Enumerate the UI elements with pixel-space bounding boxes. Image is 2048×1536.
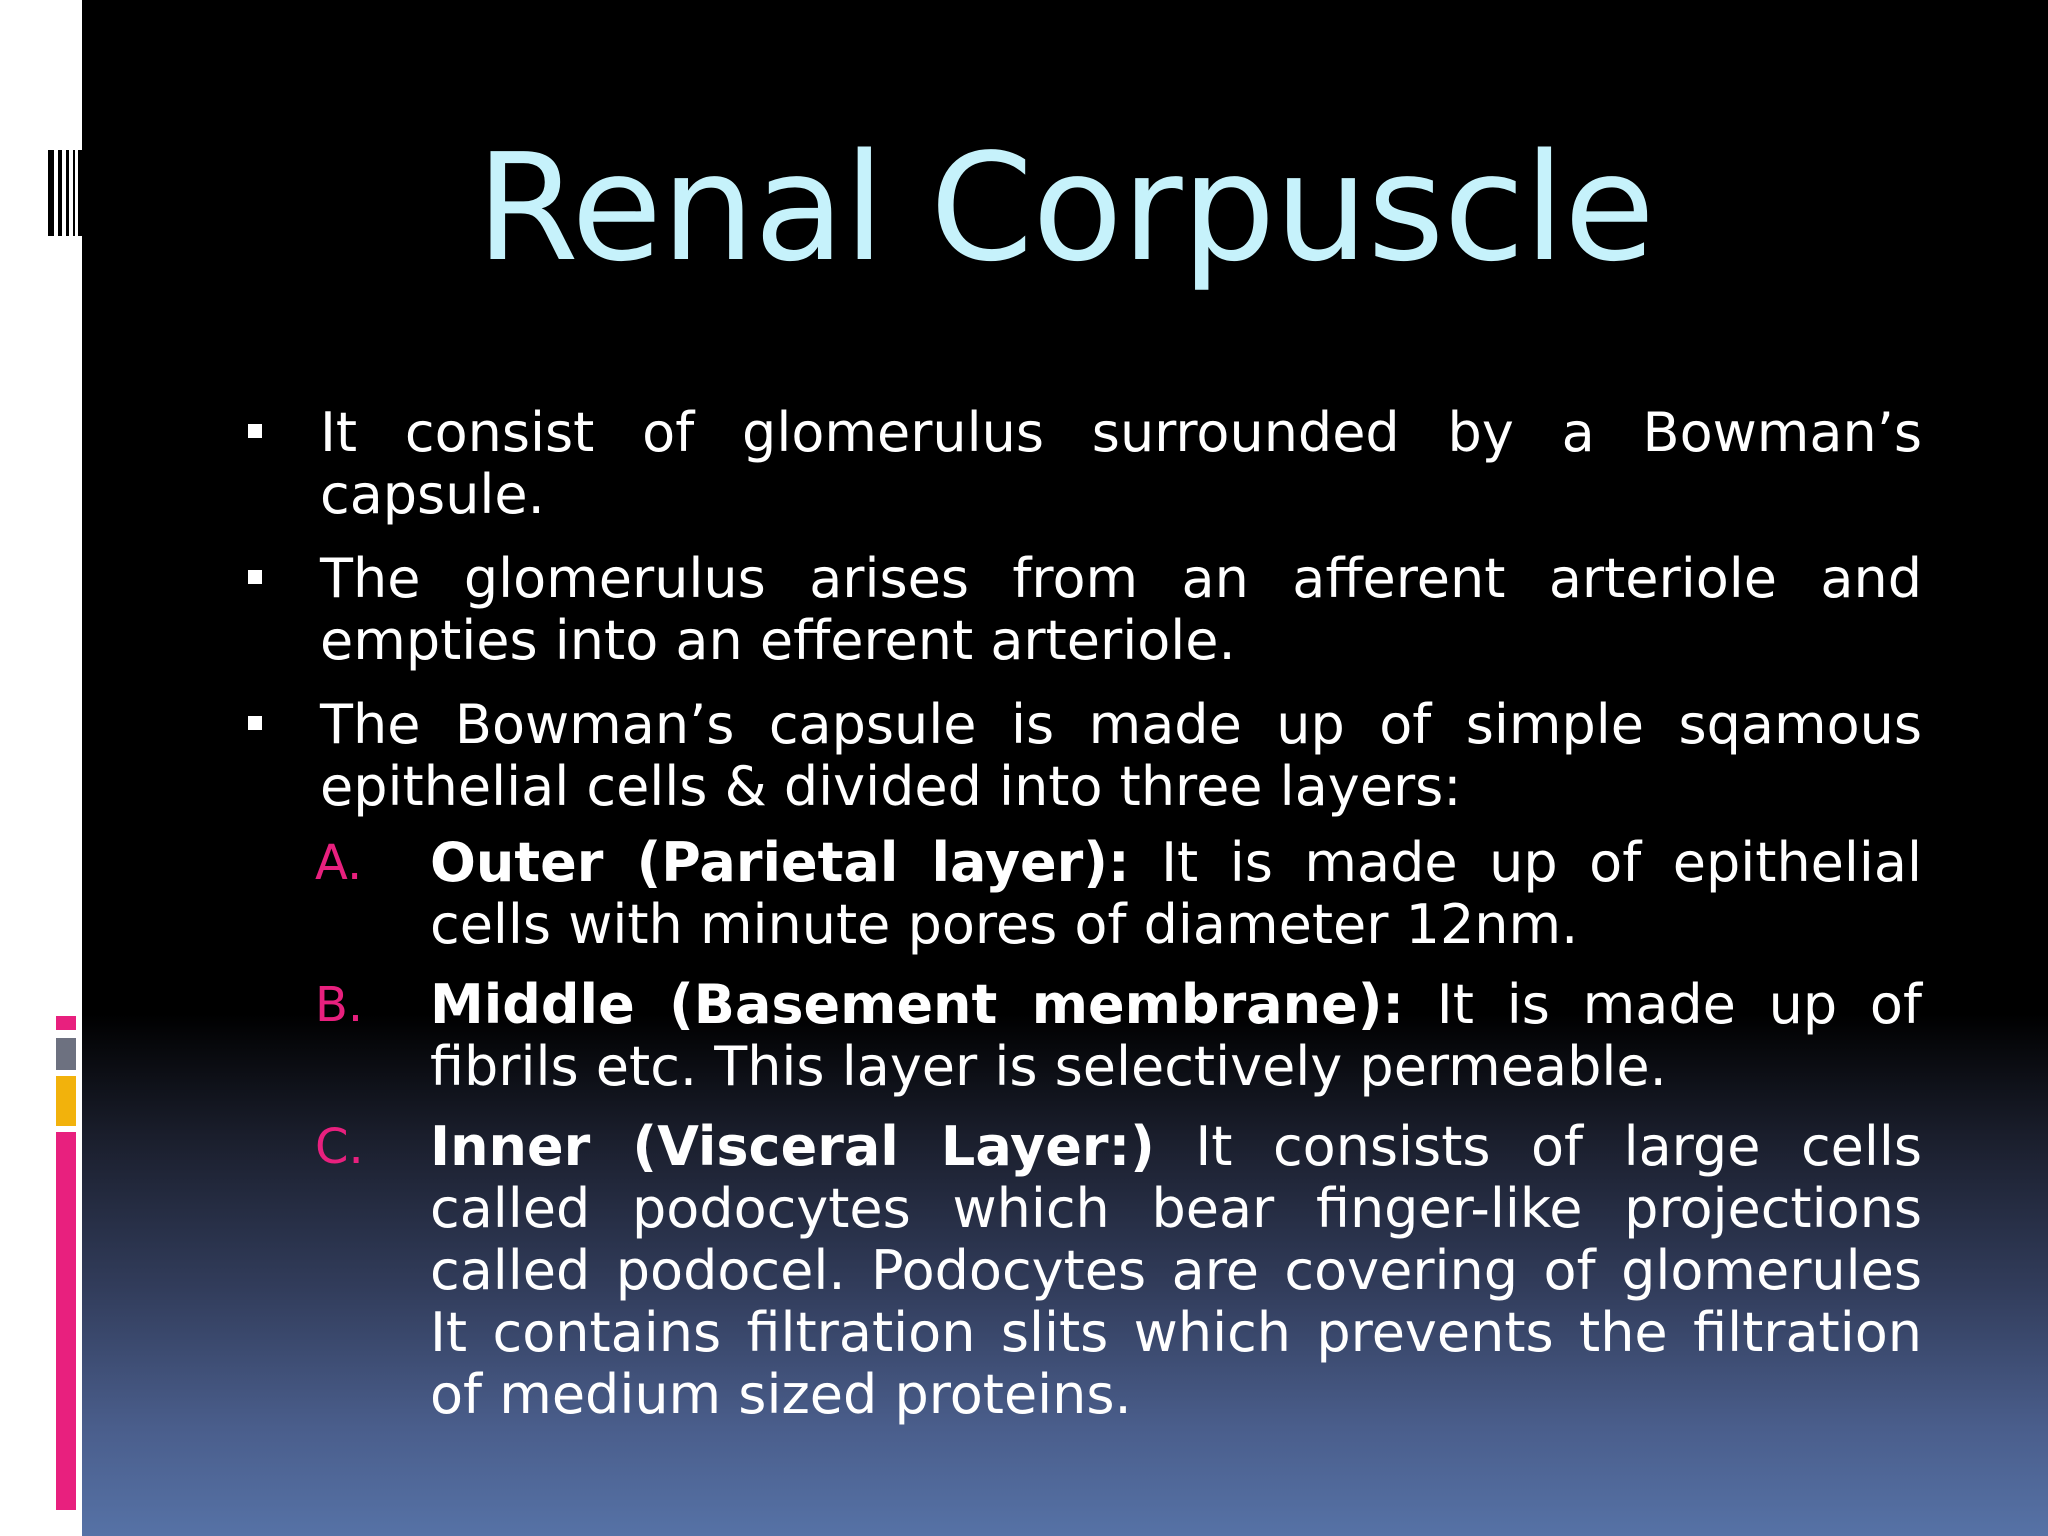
bullet-item (240, 694, 1922, 818)
decorative-bar-yellow (56, 1076, 76, 1126)
sub-item-heading: Middle (Basement membrane): (430, 973, 1404, 1036)
bullet-item (240, 548, 1922, 672)
decorative-bar-gray (56, 1038, 76, 1070)
bullet-square-icon (248, 424, 262, 438)
sub-list-item (240, 1116, 1922, 1426)
slide-content (240, 402, 1922, 1444)
sub-item-heading: Outer (Parietal layer): (430, 831, 1130, 894)
bullet-text: The Bowman’s capsule is made up of simple sqamous epithelial cells & divided into three layers: (320, 693, 1922, 818)
sub-item-text: It consists of large cells called podocytes which bear finger-like projections called podocel. Podocytes are covering of glomerules It contains filtration slits which prevents the filtration of medium sized proteins. (430, 1115, 1922, 1426)
sub-list-item (240, 974, 1922, 1098)
bullet-text: It consist of glomerulus surrounded by a Bowman’s capsule. (320, 401, 1922, 526)
bullet-item (240, 402, 1922, 526)
sub-item-letter: C. (315, 1119, 364, 1175)
sub-item-letter: A. (315, 835, 363, 891)
slide-title: Renal Corpuscle (475, 122, 1655, 294)
sub-item-text: It is made up of epithelial cells with minute pores of diameter 12nm. (430, 831, 1922, 956)
bullet-square-icon (248, 716, 262, 730)
decorative-stripes-top (48, 150, 82, 236)
sub-item-letter: B. (315, 977, 364, 1033)
sub-item-text: It is made up of fibrils etc. This layer is selectively permeable. (430, 973, 1922, 1098)
bullet-text: The glomerulus arises from an afferent arteriole and empties into an efferent arteriole. (320, 547, 1922, 672)
bullet-square-icon (248, 570, 262, 584)
sub-list-item (240, 832, 1922, 956)
decorative-bar-pink-small (56, 1016, 76, 1030)
decorative-bar-pink-long (56, 1132, 76, 1510)
sub-item-heading: Inner (Visceral Layer:) (430, 1115, 1155, 1178)
